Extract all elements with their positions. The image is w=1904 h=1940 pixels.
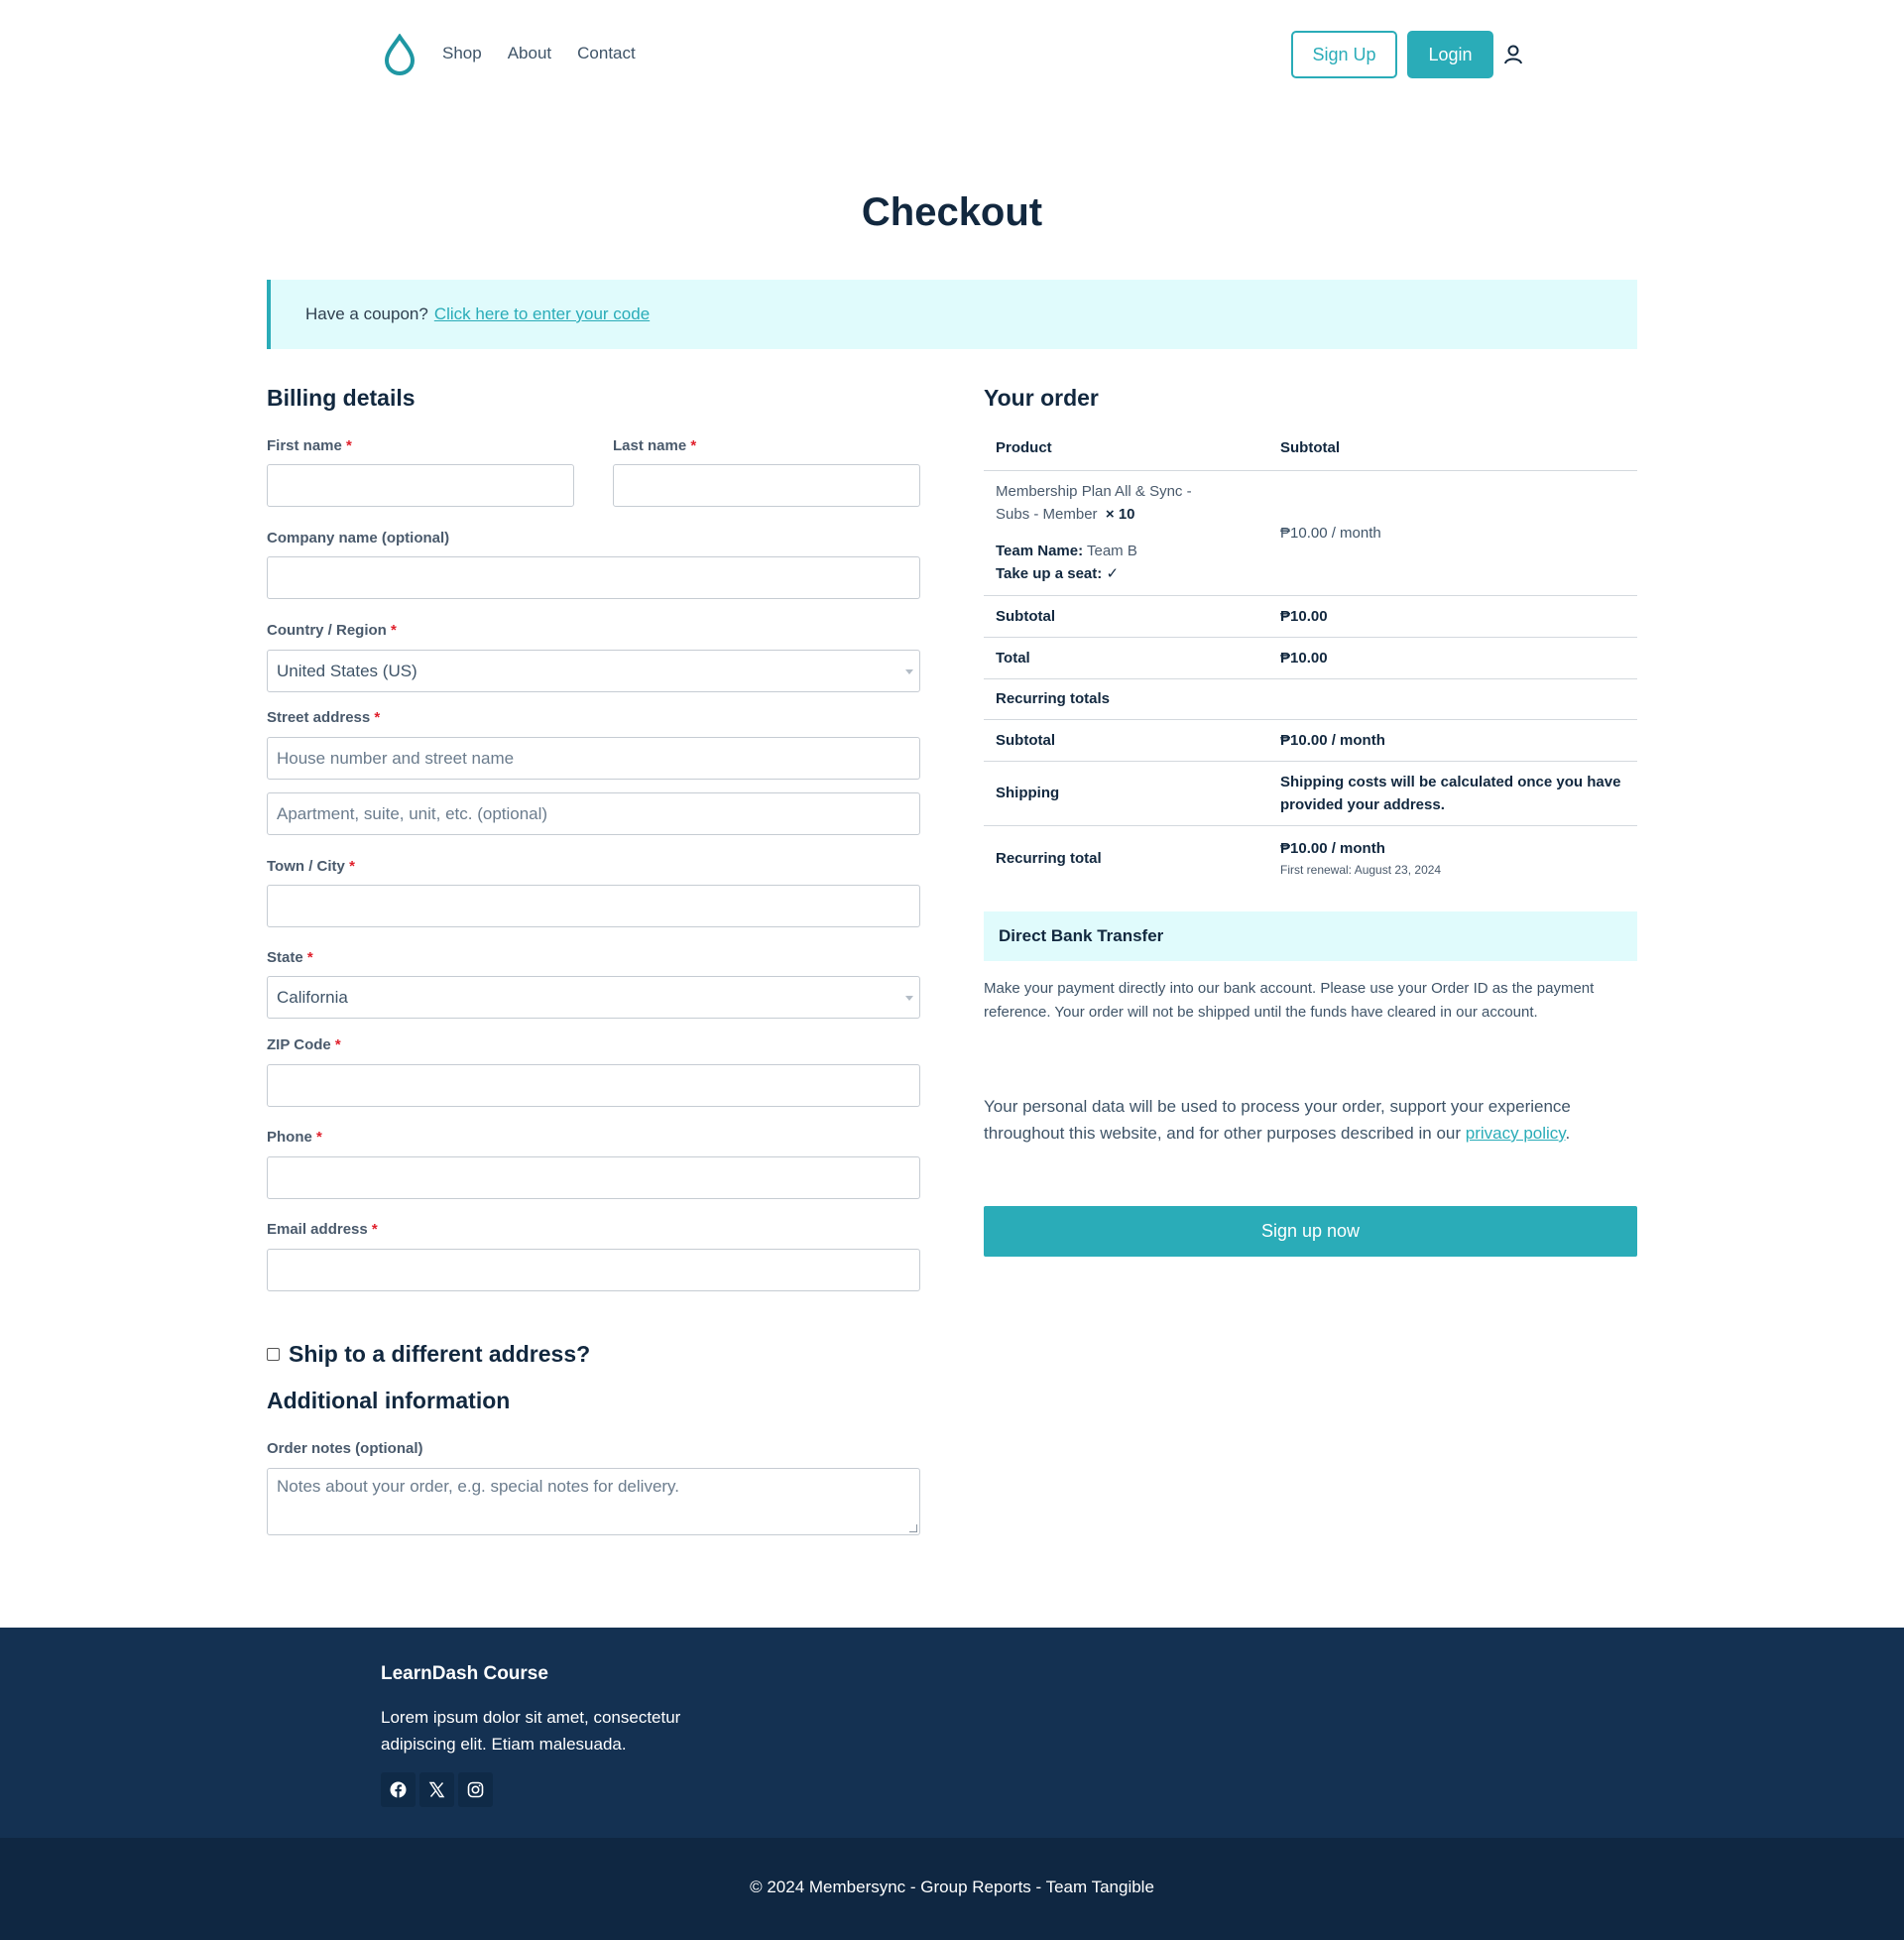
logo-drop-icon[interactable] xyxy=(383,34,416,75)
nav-about[interactable]: About xyxy=(507,44,552,62)
footer-title: LearnDash Course xyxy=(381,1663,548,1684)
coupon-text: Have a coupon? xyxy=(305,304,428,323)
total-value: ₱10.00 xyxy=(1280,649,1328,667)
subtotal-value: ₱10.00 xyxy=(1280,607,1328,625)
table-row xyxy=(984,470,1637,595)
state-select[interactable] xyxy=(267,976,920,1019)
team-name: Team Name: Team B xyxy=(996,543,1137,559)
footer-bottom xyxy=(0,1838,1904,1940)
street2-input[interactable]: Apartment, suite, unit, etc. (optional) xyxy=(267,792,920,835)
payment-description: Make your payment directly into our bank account. Please use your Order ID as the payment reference. Your order will not be shipped until the funds have cleared in our account. xyxy=(984,980,1595,1021)
main-nav xyxy=(442,42,636,65)
shipping-value: Shipping costs will be calculated once you have provided your address. xyxy=(1280,773,1621,813)
first-renewal: First renewal: August 23, 2024 xyxy=(1280,862,1442,877)
recurring-total-cell xyxy=(1268,825,1637,891)
dropdown-arrow-icon xyxy=(905,669,913,674)
x-icon[interactable] xyxy=(419,1772,454,1807)
phone-input[interactable] xyxy=(267,1156,920,1199)
product-quantity: × 10 xyxy=(1105,506,1135,523)
last-name-input[interactable] xyxy=(613,464,920,507)
table-row xyxy=(984,825,1637,891)
table-row xyxy=(984,719,1637,761)
city-label: Town / City * xyxy=(267,858,355,875)
coupon-link[interactable]: Click here to enter your code xyxy=(433,304,651,323)
table-row xyxy=(984,637,1637,678)
first-name-label: First name * xyxy=(267,437,352,454)
footer-widgets xyxy=(0,1628,1904,1838)
signup-button[interactable]: Sign Up xyxy=(1291,31,1397,78)
country-value: United States (US) xyxy=(277,661,417,680)
order-review-table xyxy=(984,426,1637,891)
order-notes-label: Order notes (optional) xyxy=(267,1440,423,1457)
street-input[interactable]: House number and street name xyxy=(267,737,920,780)
social-links xyxy=(381,1772,493,1807)
login-button[interactable]: Login xyxy=(1407,31,1493,78)
copyright-text: © 2024 Membersync - Group Reports - Team Tangible xyxy=(750,1878,1154,1896)
facebook-icon[interactable] xyxy=(381,1772,416,1807)
email-label: Email address * xyxy=(267,1221,378,1238)
ship-different-row xyxy=(267,1341,590,1368)
page-title: Checkout xyxy=(861,190,1043,234)
email-input[interactable] xyxy=(267,1249,920,1291)
table-header-row xyxy=(984,426,1637,470)
first-name-input[interactable] xyxy=(267,464,574,507)
privacy-policy-link[interactable]: privacy policy xyxy=(1465,1124,1566,1143)
dropdown-arrow-icon xyxy=(905,996,913,1001)
table-row xyxy=(984,595,1637,637)
payment-method-bank-transfer[interactable]: Direct Bank Transfer xyxy=(984,911,1637,961)
recurring-totals-label: Recurring totals xyxy=(996,690,1111,707)
col-subtotal-header: Subtotal xyxy=(1280,439,1340,457)
instagram-icon[interactable] xyxy=(458,1772,493,1807)
product-name-line-1: Membership Plan All & Sync - xyxy=(996,483,1192,500)
col-product-header: Product xyxy=(996,439,1052,457)
recurring-total-value: ₱10.00 / month xyxy=(1280,839,1385,857)
user-account-icon[interactable] xyxy=(1503,44,1523,65)
zip-label: ZIP Code * xyxy=(267,1036,341,1053)
order-notes-placeholder: Notes about your order, e.g. special notes for delivery. xyxy=(277,1477,680,1496)
zip-input[interactable] xyxy=(267,1064,920,1107)
table-row xyxy=(984,761,1637,825)
billing-heading: Billing details xyxy=(267,385,416,411)
additional-heading: Additional information xyxy=(267,1388,511,1413)
product-price: ₱10.00 / month xyxy=(1280,524,1381,542)
site-header xyxy=(0,0,1904,109)
state-label: State * xyxy=(267,949,313,966)
subtotal-label: Subtotal xyxy=(996,607,1055,625)
table-row xyxy=(984,678,1637,719)
phone-label: Phone * xyxy=(267,1129,322,1146)
place-order-button[interactable]: Sign up now xyxy=(984,1206,1637,1257)
nav-contact[interactable]: Contact xyxy=(577,44,636,62)
ship-different-label[interactable]: Ship to a different address? xyxy=(289,1341,591,1367)
total-label: Total xyxy=(996,649,1030,667)
recurring-subtotal-label: Subtotal xyxy=(996,731,1055,749)
product-name-line-2: Subs - Member × 10 xyxy=(996,506,1135,523)
last-name-label: Last name * xyxy=(613,437,697,454)
footer-text: Lorem ipsum dolor sit amet, consectetur adipiscing elit. Etiam malesuada. xyxy=(381,1708,681,1754)
city-input[interactable] xyxy=(267,885,920,927)
shipping-label: Shipping xyxy=(996,785,1060,801)
street-label: Street address * xyxy=(267,709,381,726)
nav-shop[interactable]: Shop xyxy=(442,44,482,62)
order-heading: Your order xyxy=(984,385,1099,411)
country-select[interactable] xyxy=(267,650,920,692)
privacy-notice: Your personal data will be used to process your order, support your experience throughout this website, and for other purposes described in our privacy policy. xyxy=(984,1097,1571,1143)
order-notes-textarea[interactable] xyxy=(267,1468,920,1535)
product-cell xyxy=(984,470,1268,595)
coupon-notice xyxy=(267,280,1637,349)
company-input[interactable] xyxy=(267,556,920,599)
take-seat: Take up a seat: ✓ xyxy=(996,565,1120,582)
recurring-total-label: Recurring total xyxy=(996,849,1102,867)
ship-different-checkbox[interactable] xyxy=(267,1348,280,1361)
resize-handle-icon[interactable] xyxy=(909,1524,917,1532)
company-label: Company name (optional) xyxy=(267,530,450,546)
state-value: California xyxy=(277,987,348,1007)
recurring-subtotal-value: ₱10.00 / month xyxy=(1280,731,1385,749)
country-label: Country / Region * xyxy=(267,622,397,639)
